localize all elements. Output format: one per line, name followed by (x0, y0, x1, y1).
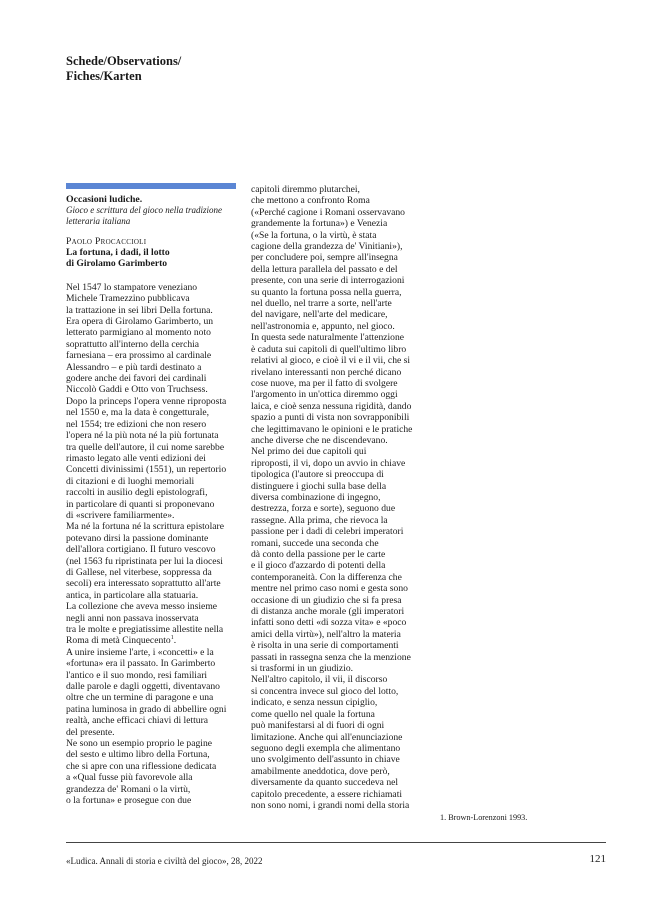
left-column-line: oltre che un termine di paragone e una (66, 692, 214, 704)
middle-column-line: non sono nomi, i grandi nomi della storia (251, 799, 410, 811)
left-column-line: La collezione che aveva messo insieme (66, 601, 218, 613)
middle-column-line: indicato, e senza nessun cipiglio, (251, 697, 378, 709)
rubric-subtitle-line1: Gioco e scrittura del gioco nella tradizione (66, 205, 222, 216)
middle-column-line: che mettono a confronto Roma (251, 195, 370, 207)
left-column-line: nel 1554; tre edizioni che non resero (66, 418, 207, 430)
left-column-line: soprattutto all'interno della cerchia (66, 338, 200, 350)
article-title-line2: di Girolamo Garimberto (66, 258, 168, 270)
middle-column-line: passione per i dadi di celebri imperatori (251, 526, 404, 538)
middle-column-line: destrezza, forza e sorte), seguono due (251, 503, 396, 515)
rubric-title: Occasioni ludiche. (66, 194, 143, 205)
left-column-line: Dopo la princeps l'opera venne riproposta (66, 395, 227, 407)
accent-bar (66, 183, 236, 189)
left-column-line: dell'allora cortigiano. Il futuro vescovo (66, 544, 216, 556)
left-column-line: potevano dirsi la passione dominante (66, 532, 209, 544)
left-column (66, 194, 244, 807)
middle-column-line: su quanto la fortuna possa nella guerra, (251, 286, 402, 298)
middle-column-line: diversa combinazione di ingegno, (251, 491, 381, 503)
article-title-line1: La fortuna, i dadi, il lotto (66, 247, 170, 258)
middle-column-line: seguono degli exempla che alimentano (251, 742, 401, 754)
rubric-subtitle-line2: letteraria italiana (66, 216, 131, 226)
middle-column-line: che legittimavano le opinioni e le pratiche (251, 423, 413, 435)
left-column-line: Concetti divinissimi (1551), un repertorio (66, 464, 227, 476)
left-column-line: negli anni non passava inosservata (66, 612, 199, 624)
left-column-line: letterato parmigiano al momento noto (66, 327, 211, 339)
middle-column-line: Nell'altro capitolo, il vii, il discorso (251, 674, 388, 686)
left-column-line: o la fortuna» e prosegue con due (66, 795, 192, 807)
middle-column-line: tipologica (l'autore si preoccupa di (251, 469, 384, 481)
footnote: 1. Brown-Lorenzoni 1993. (440, 813, 528, 822)
left-column-line: Michele Tramezzino pubblicava (66, 293, 190, 305)
middle-column-line: del navigare, nell'arte del medicare, (251, 309, 388, 321)
middle-column-line: rassegne. Alla prima, che rievoca la (251, 514, 388, 526)
middle-column-line: spazio a punti di vista non sovrapponibili (251, 412, 410, 424)
section-header (66, 54, 266, 84)
middle-column-line: è risolta in una serie di comportamenti (251, 640, 399, 652)
left-column-line: di «scrivere familiarmente». (66, 509, 175, 521)
middle-column-line: cose nuove, ma per il fatto di svolgere (251, 377, 398, 389)
left-column-line: del sesto e ultimo libro della Fortuna, (66, 749, 210, 761)
left-column-line: del presente. (66, 726, 115, 738)
middle-column-line: diversamente da quanto succedeva nel (251, 777, 399, 789)
footer-journal-citation: «Ludica. Annali di storia e civiltà del gioco», 28, 2022 (66, 856, 263, 866)
middle-column-line: mentre nel primo caso nomi e gesta sono (251, 583, 408, 595)
middle-column-line: laica, e cioè senza nessuna rigidità, dando (251, 400, 412, 412)
left-column-line: Alessandro – e più tardi destinato a (66, 361, 202, 373)
middle-column-line: di distanza anche morale (gli imperatori (251, 606, 405, 618)
section-header-line2: Fiches/Karten (66, 69, 142, 83)
left-body-text (66, 282, 244, 807)
left-column-line: di Gallese, nel viterbese, soppressa da (66, 566, 212, 578)
middle-column-line: romani, succede una seconda che (251, 537, 379, 549)
middle-column-line: l'argomento in un'ottica diremmo oggi (251, 389, 398, 401)
left-column-line: Ma né la fortuna né la scrittura epistolare (66, 521, 224, 533)
page-number: 121 (589, 853, 606, 865)
left-column-line: l'antico e il suo mondo, resi familiari (66, 669, 208, 681)
middle-column-line: dà conto della passione per le carte (251, 549, 386, 560)
footer-rule (66, 842, 606, 843)
left-column-line: tra quelle dell'autore, il cui nome sarebbe (66, 441, 225, 453)
middle-column-line: cagione della grandezza de' Vinitiani»), (251, 241, 403, 253)
left-column-line: secoli) era interessato soprattutto all'arte (66, 578, 221, 590)
left-column-line: antica, in particolare alla statuaria. (66, 589, 199, 601)
middle-column-line: amabilmente aneddotica, dove però, (251, 765, 390, 777)
middle-column-line: per concludere poi, sempre all'insegna (251, 252, 398, 264)
middle-column-line: nel duello, nel trarre a sorte, nell'arte (251, 298, 392, 310)
left-column-line: (nel 1563 fu ripristinata per lui la diocesi (66, 555, 223, 567)
middle-column-line: della lettura parallela del passato e del (251, 263, 398, 275)
middle-column-line: nell'astronomia e, appunto, nel gioco. (251, 320, 395, 332)
article-author: Paolo Procaccioli (66, 235, 147, 247)
middle-column-line: è caduta sui capitoli di quell'ultimo libro (251, 343, 407, 355)
left-column-line: Era opera di Girolamo Garimberto, un (66, 316, 214, 328)
left-column-line: A unire insieme l'arte, i «concetti» e la (66, 646, 214, 658)
left-column-line: «fortuna» era il passato. In Garimberto (66, 658, 216, 670)
footnote-marker: 1 (170, 635, 174, 642)
middle-column-line: rivelano interessanti non perché dicano (251, 366, 402, 378)
left-column-line: farnesiana – era prossimo al cardinale (66, 350, 212, 362)
middle-column-line: contemporaneità. Con la differenza che (251, 571, 402, 583)
middle-column-line: passati in rassegna senza che la menzione (251, 651, 411, 663)
middle-column-line: e il gioco d'azzardo di potenti della (251, 560, 386, 572)
left-column-line: di citazioni e di luoghi memoriali (66, 475, 195, 487)
middle-column-line: presente, con una serie di interrogazioni (251, 275, 405, 287)
left-column-line: godere anche dei favori dei cardinali (66, 373, 207, 385)
left-column-line: in particolare di quanti si proponevano (66, 498, 215, 510)
middle-column-line: come quello nel quale la fortuna (251, 708, 375, 720)
left-column-line: tra le molte e pregiatissime allestite nella (66, 624, 224, 635)
middle-column-line: amici della virtù»), nell'altro la materia (251, 628, 401, 640)
middle-column-line: riproposti, il vi, dopo un avvio in chiave (251, 457, 406, 469)
middle-column-line: («Se la fortuna, o la virtù, è stata (251, 229, 377, 241)
middle-body-text (251, 184, 431, 811)
middle-column-line: capitolo precedente, a essere richiamati (251, 788, 403, 800)
left-column-line: nel 1550 e, ma la data è congetturale, (66, 407, 210, 419)
left-column-line: grandezza de' Romani o la virtù, (66, 783, 191, 795)
left-column-line: patina luminosa in grado di abbellire ogni (66, 703, 227, 715)
left-column-line: l'opera né la più nota né la più fortunata (66, 430, 219, 442)
middle-column-line: capitoli diremmo plutarchei, (251, 184, 360, 195)
left-column-line: che si apre con una riflessione dedicata (66, 760, 217, 772)
middle-column-line: limitazione. Anche qui all'enunciazione (251, 731, 403, 743)
middle-column-line: si trasformi in un giudizio. (251, 663, 354, 675)
left-column-line: a «Qual fusse più favorevole alla (66, 772, 193, 784)
middle-column-line: relativi al gioco, e cioè il vi e il vii, che si (251, 355, 411, 367)
left-column-line: Nel 1547 lo stampatore veneziano (66, 281, 198, 293)
middle-column-line: infatti sono detti «di sozza vita» e «poco (251, 617, 407, 629)
left-column-line: la trattazione in sei libri Della fortuna. (66, 304, 213, 316)
middle-column-line: anche diverse che ne discendevano. (251, 434, 388, 446)
middle-column-line: («Perché cagione i Romani osservavano (251, 206, 405, 218)
middle-column-line: si concentra invece sul gioco del lotto, (251, 685, 399, 697)
middle-column-line: può manifestarsi al di fuori di ogni (251, 720, 385, 732)
middle-column (251, 184, 431, 811)
section-header-line1: Schede/Observations/ (66, 54, 182, 68)
left-column-line: raccolti in ausilio degli epistolografi, (66, 487, 208, 499)
left-column-line: dalle parole e dagli oggetti, diventavano (66, 681, 220, 693)
middle-column-line: In questa sede naturalmente l'attenzione (251, 332, 405, 344)
left-column-line: Ne sono un esempio proprio le pagine (66, 738, 213, 750)
middle-column-line: Nel primo dei due capitoli qui (251, 446, 367, 458)
left-column-line: Roma di metà Cinquecento$^1$. (66, 635, 177, 647)
left-column-line: Niccolò Gaddi e Otto von Truchsess. (66, 384, 208, 396)
middle-column-line: uno svolgimento dell'assunto in chiave (251, 754, 400, 766)
middle-column-line: grandemente la fortuna») e Venezia (251, 218, 388, 230)
left-column-line: realtà, anche efficaci chiavi di lettura (66, 715, 209, 727)
left-column-line: rimasto legato alle venti edizioni dei (66, 452, 206, 464)
middle-column-line: occasione di un giudizio che si fa presa (251, 594, 402, 606)
middle-column-line: distinguere i giochi sulla base della (251, 480, 387, 492)
